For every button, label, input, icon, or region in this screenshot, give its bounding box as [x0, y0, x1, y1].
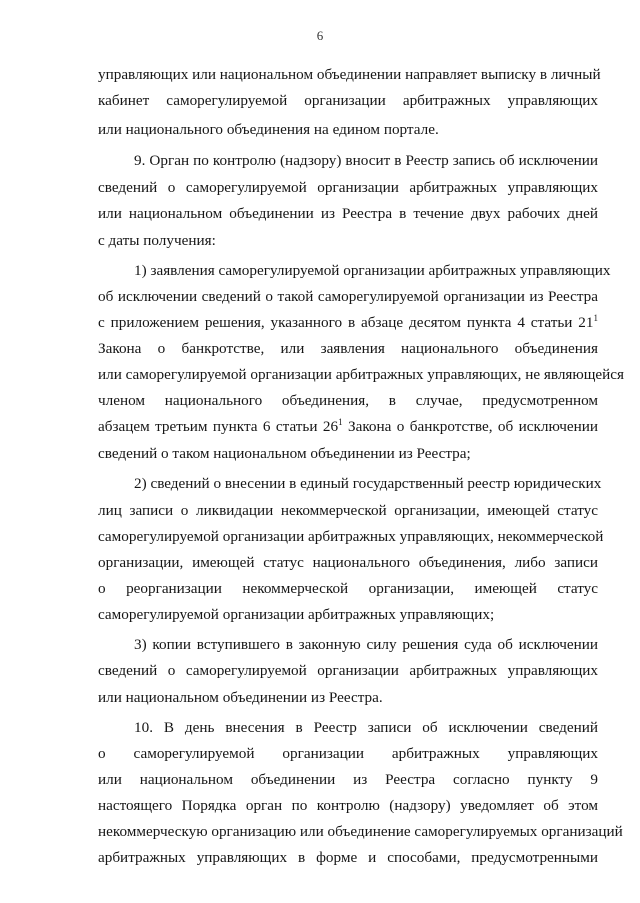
text-line [98, 823, 623, 841]
line-text: 1) заявления саморегулируемой организации арбитражных управляющих [134, 262, 611, 279]
line-text: с даты получения: [98, 232, 216, 249]
text-line [98, 745, 598, 763]
line-text: Закона о банкротстве, или заявления национального объединения [98, 340, 598, 357]
text-line [98, 797, 598, 815]
line-text: об исключении сведений о такой саморегулируемой организации из Реестра [98, 288, 598, 305]
page-number: 6 [316, 28, 324, 43]
line-text: 9. Орган по контролю (надзору) вносит в Реестр запись об исключении [134, 152, 598, 169]
line-text: о саморегулируемой организации арбитражных управляющих [98, 745, 598, 762]
text-line [98, 580, 598, 598]
text-line [134, 152, 598, 170]
text-line [98, 502, 598, 520]
line-text: 10. В день внесения в Реестр записи об исключении сведений [134, 719, 598, 736]
text-line [98, 392, 598, 410]
text-line [98, 179, 598, 197]
text-line [98, 288, 598, 306]
text-line [98, 121, 598, 139]
text-line [134, 262, 611, 280]
text-line [98, 205, 598, 223]
line-text: или национального объединения на едином портале. [98, 121, 439, 138]
text-line [98, 606, 598, 624]
text-line [98, 66, 601, 84]
text-line [98, 689, 598, 707]
line-text: сведений о саморегулируемой организации арбитражных управляющих [98, 179, 598, 196]
line-text: арбитражных управляющих в форме и способами, предусмотренными [98, 849, 598, 866]
line-text: настоящего Порядка орган по контролю (надзору) уведомляет об этом [98, 797, 598, 814]
text-line [98, 554, 598, 572]
text-line [134, 719, 598, 737]
line-text: лиц записи о ликвидации некоммерческой организации, имеющей статус [98, 502, 598, 519]
superscript-mark: 1 [338, 417, 343, 427]
line-text: или национальном объединении из Реестра. [98, 689, 383, 706]
line-text: с приложением решения, указанного в абзаце десятом пункта 4 статьи 21 [98, 314, 594, 331]
text-line [98, 445, 598, 463]
line-text: или национальном объединении из Реестра в течение двух рабочих дней [98, 205, 598, 222]
line-text: саморегулируемой организации арбитражных управляющих; [98, 606, 495, 623]
line-text: сведений о таком национальном объединении из Реестра; [98, 445, 471, 462]
text-line [98, 340, 598, 358]
text-line [98, 418, 598, 436]
text-line [98, 662, 598, 680]
line-text: сведений о саморегулируемой организации арбитражных управляющих [98, 662, 598, 679]
text-line [98, 92, 598, 110]
line-text: 3) копии вступившего в законную силу решения суда об исключении [134, 636, 598, 653]
line-text: управляющих или национальном объединении направляет выписку в личный [98, 66, 601, 83]
line-text: кабинет саморегулируемой организации арбитражных управляющих [98, 92, 598, 109]
text-line [134, 475, 602, 493]
line-text: организации, имеющей статус национального объединения, либо записи [98, 554, 598, 571]
line-text: о реорганизации некоммерческой организации, имеющей статус [98, 580, 598, 597]
superscript-mark: 1 [593, 313, 598, 323]
text-line [134, 636, 598, 654]
text-line [98, 771, 598, 789]
line-text: членом национального объединения, в случае, предусмотренном [98, 392, 598, 409]
text-line [98, 314, 598, 332]
line-text: или саморегулируемой организации арбитражных управляющих, не являющейся [98, 366, 625, 383]
text-line [98, 849, 598, 867]
line-text: или национальном объединении из Реестра согласно пункту 9 [98, 771, 598, 788]
line-text: 2) сведений о внесении в единый государственный реестр юридических [134, 475, 602, 492]
line-text: абзацем третьим пункта 6 статьи 26 [98, 418, 339, 435]
text-line [98, 232, 598, 250]
line-text-continuation: Закона о банкротстве, об исключении [342, 418, 598, 435]
line-text: саморегулируемой организации арбитражных управляющих, некоммерческой [98, 528, 604, 545]
text-line [98, 366, 625, 384]
text-line [98, 528, 604, 546]
line-text: некоммерческую организацию или объединение саморегулируемых организаций [98, 823, 623, 840]
